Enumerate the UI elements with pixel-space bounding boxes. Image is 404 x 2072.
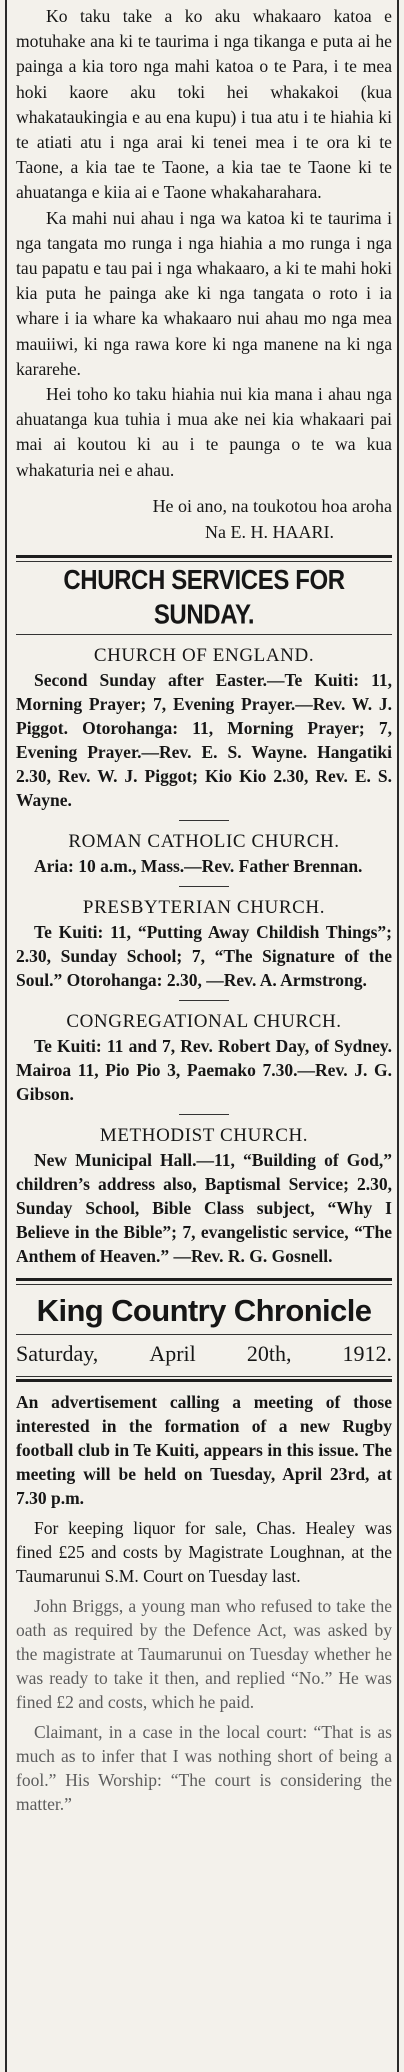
- dateline-rule: [16, 1376, 392, 1377]
- church-separator: [179, 1114, 229, 1115]
- church-services: Second Sunday after Easter.—Te Kuiti: 11, Morning Prayer; 7, Evening Prayer.—Rev. W. J. Piggot. Otorohanga: 11, Morning Prayer; 7, Evening Prayer.—Rev. E. S. Wayne. Hangatiki 2.30, Rev. W. J. Piggot; Kio Kio 2.30, Rev. E. S. Wayne.: [16, 669, 392, 810]
- church-services-section: [16, 564, 392, 1268]
- letter-paragraph: Ka mahi nui ahau i nga wa katoa ki te taurima i nga tangata mo runga i nga hiahia a mo runga i nga tau papatu e tau pai i nga whakaaro, a ki te mahi hoki kia puta he painga ake ki nga tangata o roto i ia whare i ia whare ka whakaaro nui ahau mo nga mea mauiiwi, ki nga rawa kore ki nga manene na ki nga kararehe.: [16, 207, 392, 379]
- church-services: New Municipal Hall.—11, “Building of God,” children’s address also, Baptismal Service; 2.30, Sunday School, Bible Class subject, “Why I Believe in the Bible”; 7, evangelistic service, “The Anthem of Heaven.” —Rev. R. G. Gosnell.: [16, 1149, 392, 1266]
- church-separator: [179, 886, 229, 887]
- section-divider-thin: [16, 1284, 392, 1285]
- news-item: Claimant, in a case in the local court: “That is as much as to infer that I was nothing short of being a fool.” His Worship: “The court is considering the matter.”: [16, 1721, 392, 1814]
- dateline-rule-thick: [16, 1379, 392, 1382]
- church-separator: [179, 820, 229, 821]
- news-item: For keeping liquor for sale, Chas. Healey was fined £25 and costs by Magistrate Loughnan, at the Taumarunui S.M. Court on Tuesday last.: [16, 1517, 392, 1586]
- chronicle-masthead: King Country Chronicle: [36, 1292, 372, 1328]
- church-entry: [16, 895, 392, 992]
- church-entry: [16, 1123, 392, 1268]
- right-column-rule: [397, 0, 399, 2072]
- church-entry: [16, 643, 392, 812]
- church-entry: [16, 1009, 392, 1106]
- church-name: CONGREGATIONAL CHURCH.: [66, 1010, 342, 1032]
- section-divider-thin: [16, 561, 392, 562]
- dateline-date: 20th,: [246, 1340, 292, 1366]
- dateline-day: Saturday,: [16, 1340, 99, 1366]
- church-entry: [16, 829, 392, 878]
- church-separator: [179, 1000, 229, 1001]
- news-items: [16, 1390, 392, 1816]
- church-services: Te Kuiti: 11 and 7, Rev. Robert Day, of Sydney. Mairoa 11, Pio Pio 3, Paemako 7.30.—Rev. J. G. Gibson.: [16, 1035, 392, 1104]
- church-name: ROMAN CATHOLIC CHURCH.: [68, 830, 340, 852]
- news-item-clipped: [16, 1720, 392, 1816]
- church-services: Te Kuiti: 11, “Putting Away Childish Things”; 2.30, Sunday School; 7, “The Signature of the Soul.” Otorohanga: 2.30, —Rev. A. Armstrong.: [16, 921, 392, 990]
- section-divider: [16, 555, 392, 558]
- dateline-year: 1912.: [342, 1340, 392, 1366]
- headline-rule: [16, 634, 392, 635]
- section-divider: [16, 1278, 392, 1281]
- church-services: Aria: 10 a.m., Mass.—Rev. Father Brennan.: [34, 855, 363, 876]
- dateline-month: April: [149, 1340, 196, 1366]
- news-item: An advertisement calling a meeting of those interested in the formation of a new Rugby football club in Te Kuiti, appears in this issue. The meeting will be held on Tuesday, April 23rd, at 7.30 p.m.: [16, 1391, 392, 1508]
- letter-closing: He oi ano, na toukotou hoa aroha: [152, 495, 392, 516]
- dateline: [16, 1335, 392, 1373]
- church-name: CHURCH OF ENGLAND.: [93, 644, 315, 666]
- letter-paragraph: Ko taku take a ko aku whakaaro katoa e motuhake ana ki te taurima i nga tikanga e puta ai he painga a kia toro nga mahi katoa o te Para, i te mea hoki kaore aku toki hei whakakoi (kua whakataukingia e au ena kupu) i tua atu i te hiahia ki te atiati atu i nga arai ki tenei mea i te ora ki te Taone, a kia tae te Taone, a kia tae te Taone ki te ahuatanga e kiia ai e Taone whakaharahara.: [16, 6, 392, 203]
- left-column-rule: [5, 0, 7, 2072]
- letter-article: [16, 4, 392, 545]
- church-name: PRESBYTERIAN CHURCH.: [82, 896, 326, 918]
- church-services-headline: CHURCH SERVICES FOR SUNDAY.: [63, 564, 345, 631]
- letter-paragraph: Hei toho ko taku hiahia nui kia mana i ahau nga ahuatanga kua tuhia i mua ake nei kia whakaari pai mai ai koutou ki au i te paunga o te wa kua whakaturia nei e ahau.: [16, 384, 392, 480]
- church-name: METHODIST CHURCH.: [99, 1124, 309, 1146]
- letter-signature: Na E. H. HAARI.: [205, 521, 334, 542]
- newspaper-column: [16, 4, 392, 1816]
- news-item: John Briggs, a young man who refused to take the oath as required by the Defence Act, was asked by the magistrate at Taumarunui on Tuesday whether he was ready to take it then, and replied “No.” He was fined £2 and costs, which he paid.: [16, 1595, 392, 1712]
